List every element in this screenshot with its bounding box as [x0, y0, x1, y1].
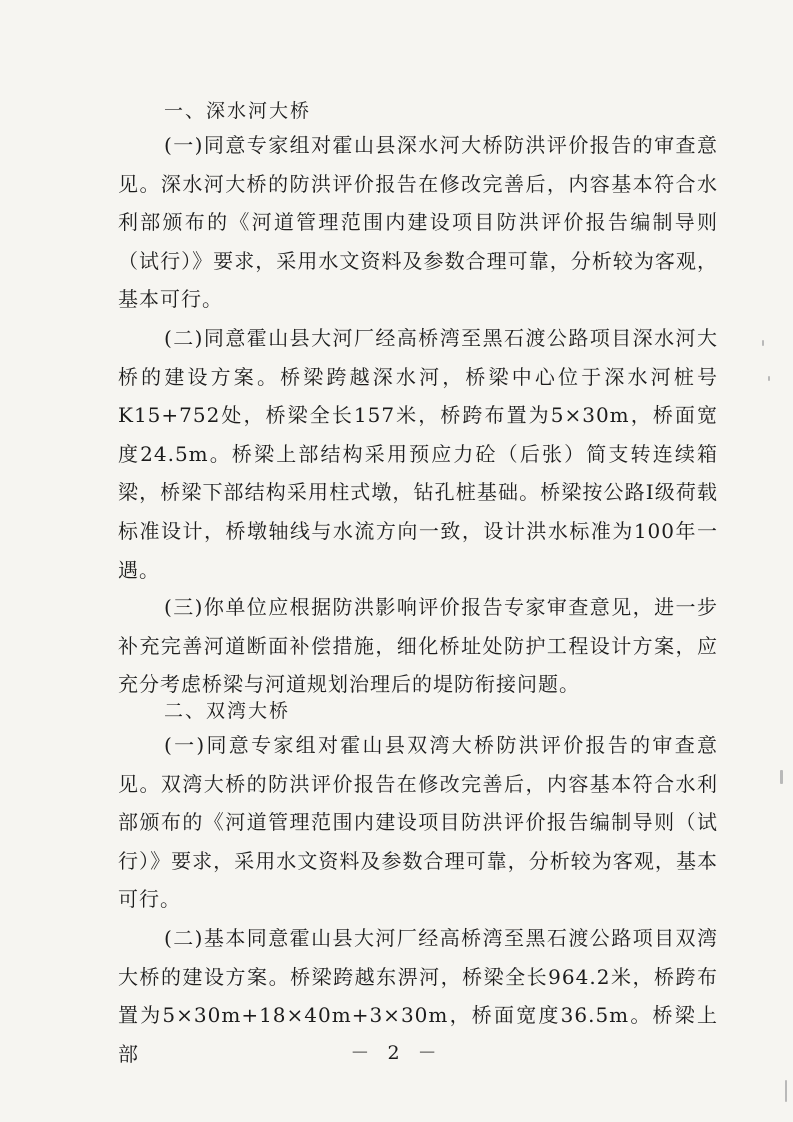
paragraph: (三)你单位应根据防洪影响评价报告专家审查意见，进一步补充完善河道断面补偿措施，细化桥址处防护工程设计方案，应充分考虑桥梁与河道规划治理后的堤防衔接问题。 — [118, 595, 718, 697]
section-1-body — [118, 126, 718, 319]
scan-speck — [780, 770, 783, 784]
scan-speck — [768, 376, 770, 381]
scan-speck — [785, 1080, 787, 1102]
scan-speck — [762, 340, 764, 346]
section-heading-1: 一、深水河大桥 — [164, 100, 312, 122]
section-1-body-3 — [118, 588, 718, 704]
page-number: － 2 － — [350, 1042, 443, 1064]
section-1-body-2 — [118, 319, 718, 589]
paragraph: (一)同意专家组对霍山县深水河大桥防洪评价报告的审查意见。深水河大桥的防洪评价报告在修改完善后，内容基本符合水利部颁布的《河道管理范围内建设项目防洪评价报告编制导则（试行）》要求，采用水文资料及参数合理可靠，分析较为客观，基本可行。 — [118, 133, 718, 312]
section-2-body — [118, 726, 718, 919]
paragraph: (一)同意专家组对霍山县双湾大桥防洪评价报告的审查意见。双湾大桥的防洪评价报告在修改完善后，内容基本符合水利部颁布的《河道管理范围内建设项目防洪评价报告编制导则（试行）》要求，采用水文资料及参数合理可靠，分析较为客观，基本可行。 — [118, 733, 718, 912]
section-heading-2: 二、双湾大桥 — [164, 700, 291, 722]
paragraph: (二)同意霍山县大河厂经高桥湾至黑石渡公路项目深水河大桥的建设方案。桥梁跨越深水河，桥梁中心位于深水河桩号K15+752处，桥梁全长157米，桥跨布置为5×30m，桥面宽度24.5m。桥梁上部结构采用预应力砼（后张）简支转连续箱梁，桥梁下部结构采用柱式墩，钻孔桩基础。桥梁按公路Ⅰ级荷载标准设计，桥墩轴线与水流方向一致，设计洪水标准为100年一遇。 — [118, 326, 718, 582]
paragraph: (二)基本同意霍山县大河厂经高桥湾至黑石渡公路项目双湾大桥的建设方案。桥梁跨越东淠河，桥梁全长964.2米，桥跨布置为5×30m+18×40m+3×30m，桥面宽度36.5m。桥梁上部 — [118, 926, 718, 1066]
